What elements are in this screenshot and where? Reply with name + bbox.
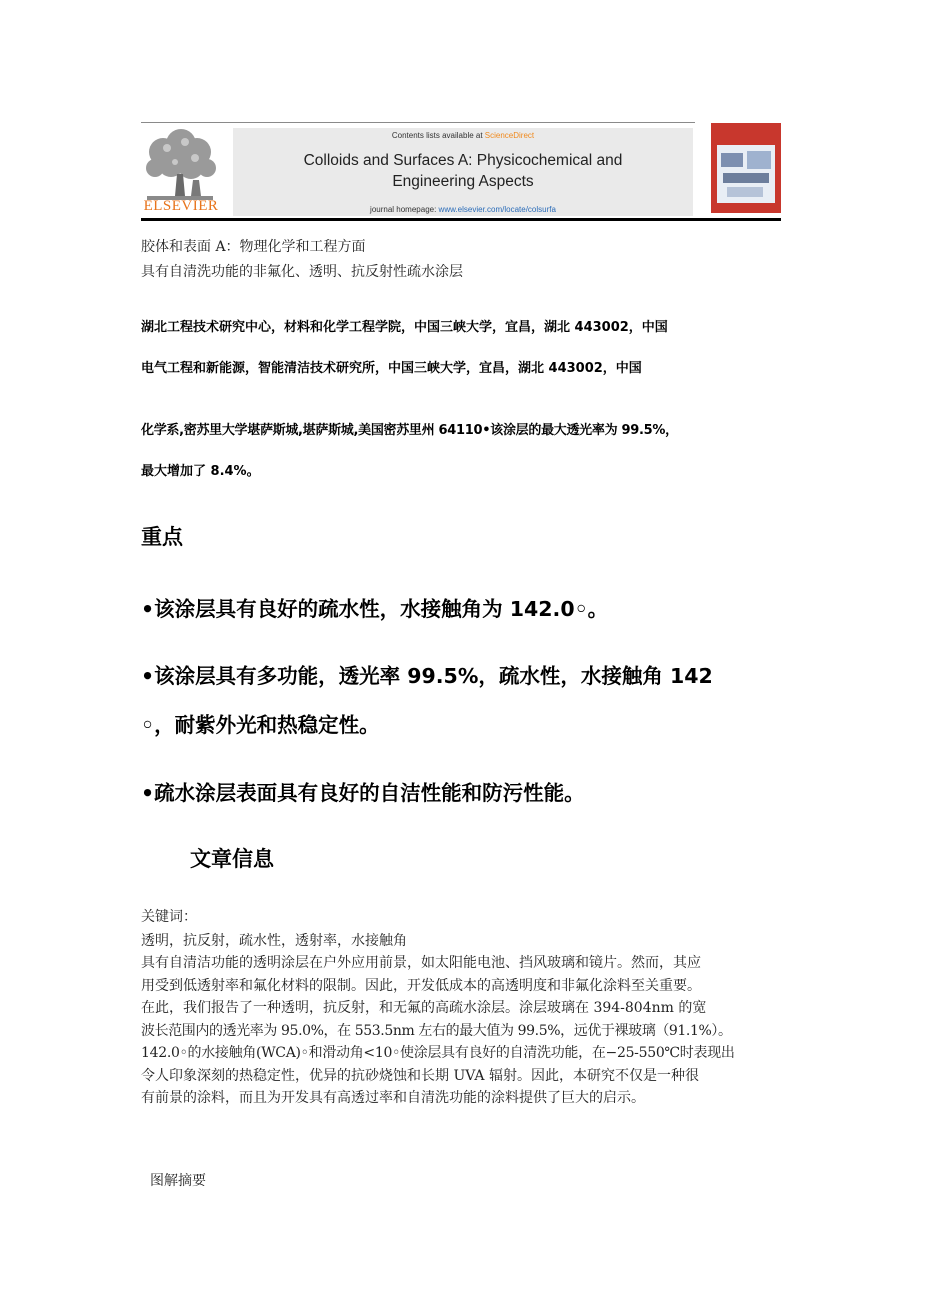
highlight-item: •疏水涂层表面具有良好的自洁性能和防污性能。: [141, 781, 585, 805]
keywords-label: 关键词：: [141, 909, 197, 925]
sciencedirect-link[interactable]: ScienceDirect: [484, 131, 535, 140]
abstract-line: 令人印象深刻的热稳定性，优异的抗砂烧蚀和长期 UVA 辐射。因此，本研究不仅是一种很: [141, 1067, 699, 1084]
homepage-link[interactable]: www.elsevier.com/locate/colsurfa: [438, 205, 556, 214]
abstract-line: 在此，我们报告了一种透明，抗反射，和无氟的高疏水涂层。涂层玻璃在 394-804nm 的宽: [141, 1000, 707, 1016]
homepage-line: [233, 205, 693, 214]
highlights-heading: 重点: [141, 525, 183, 549]
abstract-line: 有前景的涂料，而且为开发具有高透过率和自清洗功能的涂料提供了巨大的启示。: [141, 1090, 645, 1106]
affiliation-3: 化学系,密苏里大学堪萨斯城,堪萨斯城,美国密苏里州 64110•该涂层的最大透光率为 99.5%，: [141, 423, 678, 438]
banner-top-rule: [141, 122, 695, 123]
journal-title-line-1: Colloids and Surfaces A: Physicochemical and: [303, 152, 623, 169]
highlight-item-continued: ◦，耐紫外光和热稳定性。: [141, 713, 380, 737]
keywords: 透明，抗反射，疏水性，透射率，水接触角: [141, 933, 407, 949]
abstract-line: 具有自清洁功能的透明涂层在户外应用前景，如太阳能电池、挡风玻璃和镜片。然而，其应: [141, 955, 701, 971]
affiliation-2: 电气工程和新能源，智能清洁技术研究所，中国三峡大学，宜昌，湖北 443002，中国: [141, 361, 642, 376]
abstract-line: 波长范围内的透光率为 95.0%，在 553.5nm 左右的最大值为 99.5%，远优于裸玻璃（91.1%）。: [141, 1022, 732, 1039]
journal-name-cn: 胶体和表面 A：物理化学和工程方面: [141, 239, 366, 255]
graphical-abstract-heading: 图解摘要: [150, 1173, 206, 1189]
elsevier-wordmark: ELSEVIER: [143, 198, 219, 214]
journal-banner: [141, 122, 781, 222]
journal-title: [233, 150, 693, 192]
cover-image: [717, 145, 775, 203]
contents-prefix: Contents lists available at: [391, 131, 485, 140]
abstract-line: 142.0◦的水接触角(WCA)◦和滑动角<10◦使涂层具有良好的自清洗功能，在−25-550℃时表现出: [141, 1045, 735, 1061]
affiliation-1: 湖北工程技术研究中心，材料和化学工程学院，中国三峡大学，宜昌，湖北 443002，中国: [141, 320, 668, 335]
journal-info-box: [233, 128, 693, 216]
banner-bottom-rule: [141, 218, 781, 221]
homepage-prefix: journal homepage:: [370, 205, 439, 214]
article-info-heading: 文章信息: [190, 847, 274, 871]
cover-illustration: [717, 145, 775, 203]
journal-cover-thumbnail: [711, 123, 781, 213]
article-title: 具有自清洗功能的非氟化、透明、抗反射性疏水涂层: [141, 264, 463, 280]
highlight-item: •该涂层具有良好的疏水性，水接触角为 142.0◦。: [141, 597, 609, 621]
abstract: [141, 952, 735, 1110]
journal-title-line-2: Engineering Aspects: [392, 173, 534, 190]
contents-line: [233, 131, 693, 140]
highlight-item: •该涂层具有多功能，透光率 99.5%，疏水性，水接触角 142: [141, 664, 713, 688]
affiliation-4: 最大增加了 8.4%。: [141, 464, 260, 479]
abstract-line: 用受到低透射率和氟化材料的限制。因此，开发低成本的高透明度和非氟化涂料至关重要。: [141, 977, 701, 994]
